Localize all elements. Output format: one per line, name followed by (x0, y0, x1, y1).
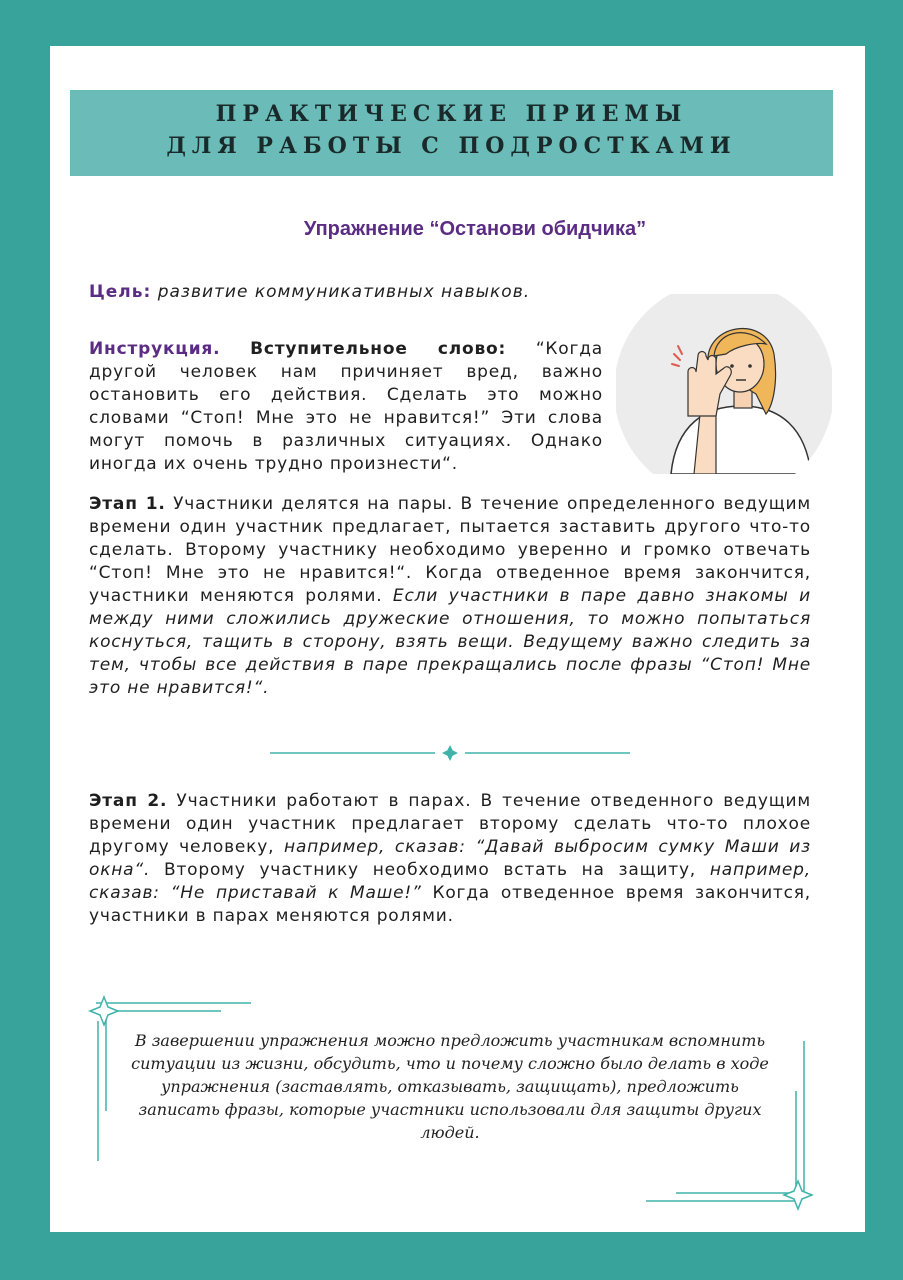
stage1-text: Участники делятся на пары. В течение определенного ведущим времени один участник предлагает, пытается заставить другого что-то сделать. Второму участнику необходимо уверенно и громко отвечать “Стоп! Мне это не нравится!“. Когда отведенное время закончится, участники меняются ролями. (89, 494, 811, 606)
stage2-label: Этап 2. (89, 791, 168, 811)
stage2-text-3: Когда отведенное время закончится, участники в парах меняются ролями. (89, 883, 811, 926)
stage1-italic-text: Если участники в паре давно знакомы и между ними сложились дружеские отношения, то можно попытаться коснуться, тащить в сторону, взять вещи. Ведущему важно следить за тем, чтобы все действия в паре прекращались после фразы “Стоп! Мне это не нравится!“. (89, 586, 811, 698)
goal-text: развитие коммуникативных навыков. (157, 282, 531, 302)
exercise-title: Упражнение “Останови обидчика” (303, 218, 647, 240)
title-line-1: ПРАКТИЧЕСКИЕ ПРИЕМЫ (215, 101, 688, 127)
ornament-divider (270, 743, 630, 763)
title-line-2: ДЛЯ РАБОТЫ С ПОДРОСТКАМИ (166, 133, 737, 159)
stage2-italic-2: например, сказав: “Не приставай к Маше!” (89, 860, 811, 903)
instruction-text: “Когда другой человек нам причиняет вред, важно остановить его действия. Сделать это можно словами “Стоп! Мне это не нравится!” Эти слова могут помочь в различных ситуациях. Однако иногда их очень трудно произнести“. (89, 339, 603, 474)
stage2-text-1: Участники работают в парах. В течение отведенного ведущим времени один участник предлагает второму сделать что-то плохое другому человеку, (89, 791, 811, 857)
instruction-paragraph (89, 338, 603, 476)
stage2-text-2: Второму участнику необходимо встать на защиту, (164, 860, 697, 880)
stage2-paragraph (89, 790, 811, 928)
instruction-sublabel: Вступительное слово: (250, 339, 507, 359)
conclusion-text: В завершении упражнения можно предложить участникам вспомнить ситуации из жизни, обсудить, что и почему сложно было делать в ходе упражнения (заставлять, отказывать, защищать), предложить записать фразы, которые участники использовали для защиты других людей. (131, 1031, 769, 1142)
instruction-label: Инструкция. (89, 339, 221, 359)
document-page (50, 46, 865, 1232)
goal-label: Цель: (89, 282, 152, 302)
goal-line (89, 282, 530, 302)
stop-hand-illustration (616, 294, 832, 474)
stage1-label: Этап 1. (89, 494, 166, 514)
stage1-paragraph (89, 493, 811, 700)
stage2-italic-1: например, сказав: “Давай выбросим сумку Маши из окна“. (89, 837, 811, 880)
title-banner (70, 90, 833, 176)
